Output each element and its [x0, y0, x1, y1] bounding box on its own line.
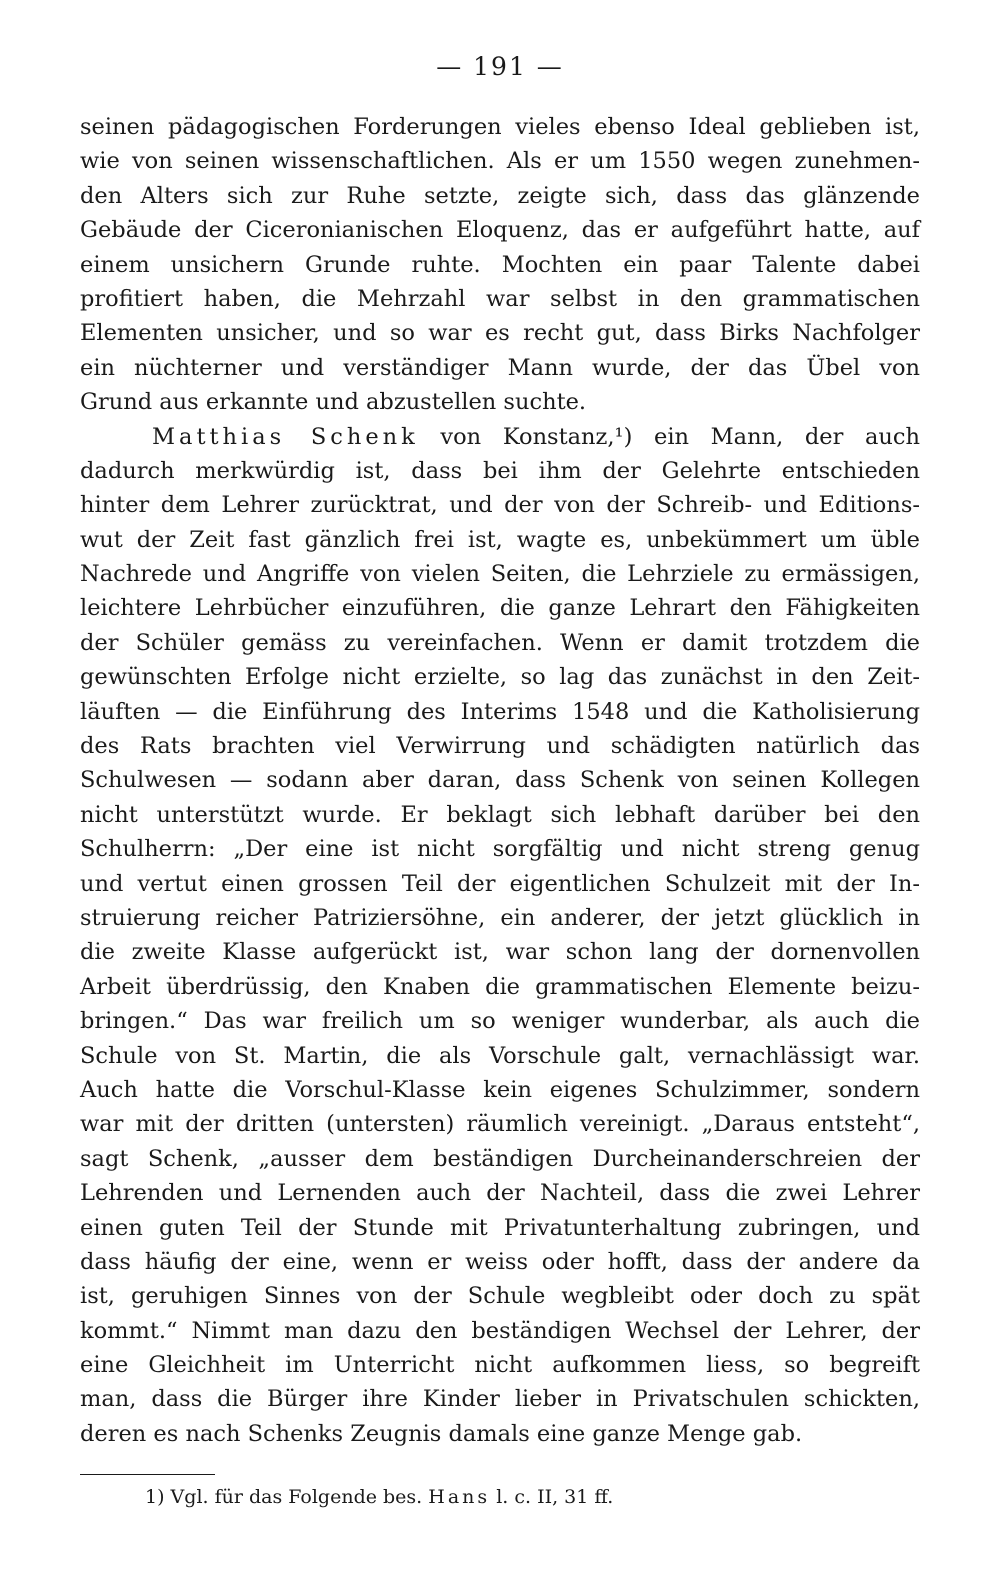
- text-line: Elementen unsicher, und so war es recht gut, dass Birks Nachfolger: [80, 320, 920, 347]
- text-line: der Schüler gemäss zu vereinfachen. Wenn er damit trotzdem die: [80, 629, 920, 656]
- text-line: läuften — die Einführung des Interims 1548 und die Katholisierung: [80, 698, 920, 725]
- paragraph-first-line: [80, 420, 920, 454]
- text-line: eine Gleichheit im Unterricht nicht aufkommen liess, so begreift: [80, 1352, 920, 1379]
- text-line: dadurch merkwürdig ist, dass bei ihm der Gelehrte entschieden: [80, 457, 920, 484]
- text-line: deren es nach Schenks Zeugnis damals eine ganze Menge gab.: [80, 1420, 803, 1447]
- text-line: seinen pädagogischen Forderungen vieles ebenso Ideal geblieben ist,: [80, 114, 920, 140]
- text-line: einem unsichern Grunde ruhte. Mochten ein paar Talente dabei: [80, 251, 920, 278]
- first-line-rest: von Konstanz,¹) ein Mann, der auch: [418, 423, 920, 450]
- text-line: Auch hatte die Vorschul-Klasse kein eigenes Schulzimmer, sondern: [80, 1076, 920, 1103]
- footnote-marker: 1): [145, 1486, 165, 1508]
- text-line: Arbeit überdrüssig, den Knaben die grammatischen Elemente beizu-: [80, 973, 920, 1000]
- footnote-text-before: Vgl. für das Folgende bes.: [164, 1486, 429, 1508]
- text-line: Schulwesen — sodann aber daran, dass Schenk von seinen Kollegen: [80, 767, 920, 794]
- text-line: bringen.“ Das war freilich um so weniger wunderbar, als auch die: [80, 1008, 920, 1035]
- text-line: dass häufig der eine, wenn er weiss oder hofft, dass der andere da: [80, 1248, 920, 1275]
- footnote: [145, 1484, 613, 1510]
- text-line: Gebäude der Ciceronianischen Eloquenz, das er aufgeführt hatte, auf: [80, 217, 920, 244]
- paragraph-1: [80, 110, 920, 420]
- text-line: Schulherrn: „Der eine ist nicht sorgfältig und nicht streng genug: [80, 836, 920, 863]
- text-line: hinter dem Lehrer zurücktrat, und der von der Schreib- und Editions-: [80, 492, 920, 519]
- text-line: die zweite Klasse aufgerückt ist, war schon lang der dornenvollen: [80, 939, 920, 966]
- text-line: wie von seinen wissenschaftlichen. Als er um 1550 wegen zunehmen-: [80, 148, 920, 175]
- text-line: Lehrenden und Lernenden auch der Nachteil, dass die zwei Lehrer: [80, 1180, 920, 1207]
- text-line: gewünschten Erfolge nicht erzielte, so lag das zunächst in den Zeit-: [80, 664, 920, 691]
- footnote-text-after: l. c. II, 31 ff.: [490, 1486, 614, 1508]
- text-line: leichtere Lehrbücher einzuführen, die ganze Lehrart den Fähigkeiten: [80, 595, 920, 622]
- body-text: [80, 110, 920, 1451]
- text-line: wut der Zeit fast gänzlich frei ist, wagte es, unbekümmert um üble: [80, 526, 920, 553]
- text-line: man, dass die Bürger ihre Kinder lieber in Privatschulen schickten,: [80, 1386, 920, 1413]
- text-line: ist, geruhigen Sinnes von der Schule wegbleibt oder doch zu spät: [80, 1283, 920, 1310]
- text-line: einen guten Teil der Stunde mit Privatunterhaltung zubringen, und: [80, 1214, 920, 1241]
- text-line: war mit der dritten (untersten) räumlich vereinigt. „Daraus entsteht“,: [80, 1111, 920, 1138]
- text-line: Grund aus erkannte und abzustellen suchte.: [80, 389, 587, 416]
- paragraph-2: [80, 420, 920, 1452]
- text-line: ein nüchterner und verständiger Mann wurde, der das Übel von: [80, 354, 920, 381]
- text-line: den Alters sich zur Ruhe setzte, zeigte sich, dass das glänzende: [80, 182, 920, 209]
- text-line: und vertut einen grossen Teil der eigentlichen Schulzeit mit der In-: [80, 870, 920, 897]
- text-line: kommt.“ Nimmt man dazu den beständigen Wechsel der Lehrer, der: [80, 1317, 920, 1344]
- page-number: — 191 —: [436, 52, 564, 81]
- text-line: struierung reicher Patriziersöhne, ein anderer, der jetzt glücklich in: [80, 904, 920, 931]
- text-line: nicht unterstützt wurde. Er beklagt sich lebhaft darüber bei den: [80, 801, 920, 828]
- footnote-divider: [80, 1474, 215, 1475]
- person-name-spaced: Matthias Schenk: [152, 423, 419, 450]
- footnote-author-spaced: Hans: [428, 1486, 491, 1508]
- text-line: Schule von St. Martin, die als Vorschule galt, vernachlässigt war.: [80, 1042, 920, 1069]
- text-line: Nachrede und Angriffe von vielen Seiten, die Lehrziele zu ermässigen,: [80, 561, 920, 588]
- text-line: profitiert haben, die Mehrzahl war selbst in den grammatischen: [80, 285, 920, 312]
- text-line: sagt Schenk, „ausser dem beständigen Durcheinanderschreien der: [80, 1145, 920, 1172]
- text-line: des Rats brachten viel Verwirrung und schädigten natürlich das: [80, 733, 920, 760]
